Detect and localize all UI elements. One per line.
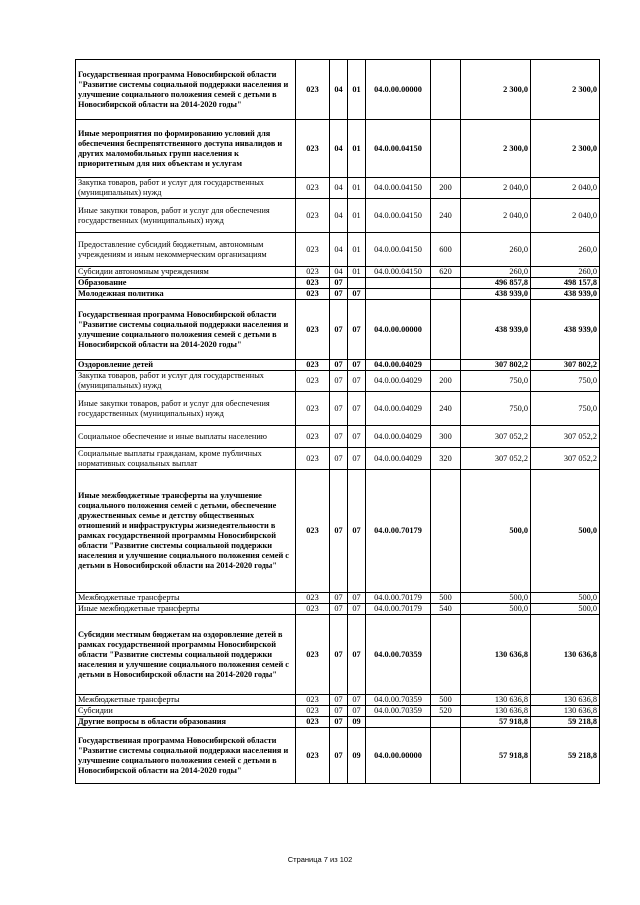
row-code-cell-c: 01 — [348, 60, 366, 120]
row-code-cell-b: 07 — [330, 604, 348, 615]
row-code-cell-d: 04.0.00.70359 — [366, 615, 431, 695]
row-name-cell: Субсидии — [76, 706, 296, 717]
row-code-cell-f: 260,0 — [461, 267, 531, 278]
row-code-cell-d: 04.0.00.00000 — [366, 728, 431, 784]
row-code-cell-g: 307 052,2 — [531, 426, 600, 448]
row-code-cell-b: 07 — [330, 728, 348, 784]
table-row — [76, 717, 600, 728]
row-code-cell-a: 023 — [296, 448, 330, 470]
row-code-cell-a: 023 — [296, 360, 330, 371]
row-code-cell-b: 07 — [330, 448, 348, 470]
row-code-cell-f: 2 300,0 — [461, 120, 531, 178]
table-row — [76, 371, 600, 392]
row-code-cell-d: 04.0.00.70359 — [366, 706, 431, 717]
row-code-cell-b: 04 — [330, 233, 348, 267]
row-code-cell-g: 498 157,8 — [531, 278, 600, 289]
row-code-cell-g: 2 040,0 — [531, 199, 600, 233]
row-code-cell-a: 023 — [296, 615, 330, 695]
row-code-cell-f: 2 300,0 — [461, 60, 531, 120]
table-row — [76, 728, 600, 784]
row-code-cell-b: 04 — [330, 199, 348, 233]
row-code-cell-c: 07 — [348, 470, 366, 593]
row-name-cell: Межбюджетные трансферты — [76, 695, 296, 706]
row-code-cell-b: 07 — [330, 706, 348, 717]
row-code-cell-c: 07 — [348, 593, 366, 604]
row-name-cell: Государственная программа Новосибирской области "Развитие системы социальной поддержки населения и улучшение социального положения семей с детьми в Новосибирской области на 2014-2020 годы" — [76, 60, 296, 120]
row-code-cell-e: 620 — [431, 267, 461, 278]
table-row — [76, 448, 600, 470]
row-code-cell-e — [431, 728, 461, 784]
row-code-cell-b: 07 — [330, 278, 348, 289]
row-code-cell-e: 520 — [431, 706, 461, 717]
row-name-cell: Закупка товаров, работ и услуг для государственных (муниципальных) нужд — [76, 178, 296, 199]
row-code-cell-e — [431, 360, 461, 371]
row-code-cell-g: 130 636,8 — [531, 695, 600, 706]
row-code-cell-c: 07 — [348, 448, 366, 470]
table-row — [76, 392, 600, 426]
row-name-cell: Государственная программа Новосибирской области "Развитие системы социальной поддержки населения и улучшение социального положения семей с детьми в Новосибирской области на 2014-2020 годы" — [76, 728, 296, 784]
table-row — [76, 470, 600, 593]
row-code-cell-b: 07 — [330, 392, 348, 426]
row-code-cell-c: 07 — [348, 615, 366, 695]
row-code-cell-d: 04.0.00.70179 — [366, 604, 431, 615]
table-row — [76, 300, 600, 360]
row-code-cell-a: 023 — [296, 695, 330, 706]
row-code-cell-e: 300 — [431, 426, 461, 448]
row-code-cell-b: 07 — [330, 470, 348, 593]
row-name-cell: Иные закупки товаров, работ и услуг для обеспечения государственных (муниципальных) нужд — [76, 199, 296, 233]
row-code-cell-a: 023 — [296, 604, 330, 615]
row-code-cell-a: 023 — [296, 60, 330, 120]
row-code-cell-a: 023 — [296, 300, 330, 360]
row-code-cell-e: 320 — [431, 448, 461, 470]
row-code-cell-c — [348, 278, 366, 289]
row-code-cell-e: 600 — [431, 233, 461, 267]
row-code-cell-g: 130 636,8 — [531, 615, 600, 695]
row-code-cell-e — [431, 717, 461, 728]
row-code-cell-d: 04.0.00.04150 — [366, 199, 431, 233]
row-code-cell-f: 500,0 — [461, 593, 531, 604]
row-code-cell-e: 500 — [431, 593, 461, 604]
row-code-cell-a: 023 — [296, 178, 330, 199]
row-code-cell-g: 2 300,0 — [531, 60, 600, 120]
row-code-cell-e: 240 — [431, 392, 461, 426]
table-row — [76, 593, 600, 604]
row-name-cell: Социальные выплаты гражданам, кроме публичных нормативных социальных выплат — [76, 448, 296, 470]
row-code-cell-d: 04.0.00.70179 — [366, 470, 431, 593]
row-code-cell-c: 07 — [348, 695, 366, 706]
row-code-cell-c: 07 — [348, 300, 366, 360]
table-row — [76, 267, 600, 278]
row-code-cell-d: 04.0.00.04150 — [366, 178, 431, 199]
row-code-cell-d — [366, 717, 431, 728]
row-code-cell-e — [431, 60, 461, 120]
row-code-cell-e — [431, 300, 461, 360]
row-code-cell-d: 04.0.00.00000 — [366, 300, 431, 360]
table-row — [76, 695, 600, 706]
row-code-cell-f: 57 918,8 — [461, 717, 531, 728]
table-row — [76, 199, 600, 233]
row-code-cell-g: 500,0 — [531, 470, 600, 593]
row-code-cell-b: 04 — [330, 178, 348, 199]
row-code-cell-c: 01 — [348, 120, 366, 178]
row-code-cell-g: 260,0 — [531, 233, 600, 267]
table-row — [76, 604, 600, 615]
row-name-cell: Социальное обеспечение и иные выплаты населению — [76, 426, 296, 448]
row-code-cell-b: 07 — [330, 360, 348, 371]
row-code-cell-d: 04.0.00.04029 — [366, 371, 431, 392]
row-code-cell-e — [431, 289, 461, 300]
row-code-cell-d: 04.0.00.04029 — [366, 448, 431, 470]
row-code-cell-c: 07 — [348, 360, 366, 371]
row-code-cell-f: 307 802,2 — [461, 360, 531, 371]
row-code-cell-c: 07 — [348, 392, 366, 426]
row-code-cell-f: 496 857,8 — [461, 278, 531, 289]
row-code-cell-f: 2 040,0 — [461, 199, 531, 233]
row-code-cell-c: 07 — [348, 604, 366, 615]
page-footer: Страница 7 из 102 — [287, 855, 353, 864]
row-code-cell-a: 023 — [296, 728, 330, 784]
table-row — [76, 60, 600, 120]
row-name-cell: Молодежная политика — [76, 289, 296, 300]
row-code-cell-d — [366, 278, 431, 289]
table-row — [76, 278, 600, 289]
row-code-cell-a: 023 — [296, 278, 330, 289]
row-code-cell-b: 07 — [330, 289, 348, 300]
row-code-cell-c: 01 — [348, 199, 366, 233]
row-code-cell-a: 023 — [296, 706, 330, 717]
row-code-cell-a: 023 — [296, 199, 330, 233]
row-code-cell-c: 01 — [348, 233, 366, 267]
row-code-cell-f: 130 636,8 — [461, 615, 531, 695]
row-code-cell-c: 01 — [348, 178, 366, 199]
row-name-cell: Государственная программа Новосибирской области "Развитие системы социальной поддержки населения и улучшение социального положения семей с детьми в Новосибирской области на 2014-2020 годы" — [76, 300, 296, 360]
row-code-cell-g: 260,0 — [531, 267, 600, 278]
row-code-cell-g: 500,0 — [531, 593, 600, 604]
row-code-cell-f: 307 052,2 — [461, 426, 531, 448]
row-name-cell: Иные мероприятия по формированию условий для обеспечения беспрепятственного доступа инвалидов и других маломобильных групп населения к приоритетным для них объектам и услугам — [76, 120, 296, 178]
row-code-cell-g: 438 939,0 — [531, 289, 600, 300]
row-name-cell: Субсидии автономным учреждениям — [76, 267, 296, 278]
row-code-cell-a: 023 — [296, 371, 330, 392]
row-code-cell-d: 04.0.00.04029 — [366, 392, 431, 426]
row-code-cell-a: 023 — [296, 593, 330, 604]
row-code-cell-g: 2 040,0 — [531, 178, 600, 199]
row-code-cell-f: 438 939,0 — [461, 300, 531, 360]
row-code-cell-d: 04.0.00.04029 — [366, 360, 431, 371]
row-code-cell-f: 130 636,8 — [461, 695, 531, 706]
table-row — [76, 426, 600, 448]
budget-table — [75, 59, 600, 784]
row-code-cell-c: 09 — [348, 717, 366, 728]
row-code-cell-d: 04.0.00.00000 — [366, 60, 431, 120]
row-code-cell-e: 200 — [431, 371, 461, 392]
row-code-cell-f: 307 052,2 — [461, 448, 531, 470]
row-code-cell-a: 023 — [296, 392, 330, 426]
row-name-cell: Иные межбюджетные трансферты на улучшение социального положения семей с детьми, обеспечение дружественных семье и детству общественных отношений и инфраструктуры жизнедеятельности в рамках государственной программы Новосибирской области "Развитие системы социальной поддержки населения и улучшение социального положения семей с детьми в Новосибирской области на 2014-2020 годы" — [76, 470, 296, 593]
row-name-cell: Иные закупки товаров, работ и услуг для обеспечения государственных (муниципальных) нужд — [76, 392, 296, 426]
row-code-cell-c: 07 — [348, 426, 366, 448]
row-code-cell-g: 750,0 — [531, 392, 600, 426]
row-code-cell-a: 023 — [296, 717, 330, 728]
table-row — [76, 360, 600, 371]
row-code-cell-e: 500 — [431, 695, 461, 706]
row-code-cell-d: 04.0.00.70359 — [366, 695, 431, 706]
row-code-cell-a: 023 — [296, 120, 330, 178]
row-code-cell-b: 07 — [330, 300, 348, 360]
row-code-cell-a: 023 — [296, 470, 330, 593]
row-name-cell: Предоставление субсидий бюджетным, автономным учреждениям и иным некоммерческим организациям — [76, 233, 296, 267]
row-code-cell-e: 540 — [431, 604, 461, 615]
row-code-cell-f: 260,0 — [461, 233, 531, 267]
row-code-cell-b: 04 — [330, 120, 348, 178]
row-code-cell-f: 500,0 — [461, 604, 531, 615]
table-row — [76, 178, 600, 199]
row-code-cell-b: 07 — [330, 593, 348, 604]
row-code-cell-e — [431, 615, 461, 695]
row-code-cell-b: 07 — [330, 371, 348, 392]
table-row — [76, 706, 600, 717]
row-code-cell-g: 307 802,2 — [531, 360, 600, 371]
row-code-cell-d: 04.0.00.04150 — [366, 267, 431, 278]
row-code-cell-c: 01 — [348, 267, 366, 278]
row-name-cell: Субсидии местным бюджетам на оздоровление детей в рамках государственной программы Новосибирской области "Развитие системы социальной поддержки населения и улучшение социального положения семей с детьми в Новосибирской области на 2014-2020 годы" — [76, 615, 296, 695]
row-code-cell-g: 438 939,0 — [531, 300, 600, 360]
row-code-cell-f: 130 636,8 — [461, 706, 531, 717]
row-code-cell-e — [431, 470, 461, 593]
row-code-cell-e: 200 — [431, 178, 461, 199]
row-name-cell: Закупка товаров, работ и услуг для государственных (муниципальных) нужд — [76, 371, 296, 392]
row-code-cell-g: 59 218,8 — [531, 728, 600, 784]
row-code-cell-g: 500,0 — [531, 604, 600, 615]
row-code-cell-e — [431, 120, 461, 178]
row-code-cell-b: 04 — [330, 60, 348, 120]
row-code-cell-e: 240 — [431, 199, 461, 233]
row-code-cell-c: 07 — [348, 706, 366, 717]
row-name-cell: Образование — [76, 278, 296, 289]
table-row — [76, 120, 600, 178]
row-code-cell-b: 07 — [330, 717, 348, 728]
row-code-cell-c: 09 — [348, 728, 366, 784]
table-row — [76, 289, 600, 300]
row-code-cell-a: 023 — [296, 233, 330, 267]
row-code-cell-f: 750,0 — [461, 392, 531, 426]
row-code-cell-d — [366, 289, 431, 300]
row-code-cell-c: 07 — [348, 289, 366, 300]
row-code-cell-a: 023 — [296, 267, 330, 278]
row-code-cell-d: 04.0.00.04029 — [366, 426, 431, 448]
row-code-cell-b: 04 — [330, 267, 348, 278]
row-code-cell-f: 500,0 — [461, 470, 531, 593]
row-code-cell-e — [431, 278, 461, 289]
row-code-cell-g: 750,0 — [531, 371, 600, 392]
table-row — [76, 233, 600, 267]
row-code-cell-b: 07 — [330, 695, 348, 706]
row-code-cell-a: 023 — [296, 426, 330, 448]
row-code-cell-b: 07 — [330, 615, 348, 695]
row-code-cell-b: 07 — [330, 426, 348, 448]
row-code-cell-d: 04.0.00.70179 — [366, 593, 431, 604]
row-code-cell-c: 07 — [348, 371, 366, 392]
row-code-cell-g: 59 218,8 — [531, 717, 600, 728]
row-name-cell: Другие вопросы в области образования — [76, 717, 296, 728]
row-code-cell-a: 023 — [296, 289, 330, 300]
row-name-cell: Межбюджетные трансферты — [76, 593, 296, 604]
row-name-cell: Оздоровление детей — [76, 360, 296, 371]
row-code-cell-f: 57 918,8 — [461, 728, 531, 784]
row-code-cell-g: 130 636,8 — [531, 706, 600, 717]
row-code-cell-g: 2 300,0 — [531, 120, 600, 178]
row-name-cell: Иные межбюджетные трансферты — [76, 604, 296, 615]
row-code-cell-f: 438 939,0 — [461, 289, 531, 300]
row-code-cell-f: 750,0 — [461, 371, 531, 392]
row-code-cell-f: 2 040,0 — [461, 178, 531, 199]
row-code-cell-d: 04.0.00.04150 — [366, 120, 431, 178]
row-code-cell-g: 307 052,2 — [531, 448, 600, 470]
table-row — [76, 615, 600, 695]
row-code-cell-d: 04.0.00.04150 — [366, 233, 431, 267]
